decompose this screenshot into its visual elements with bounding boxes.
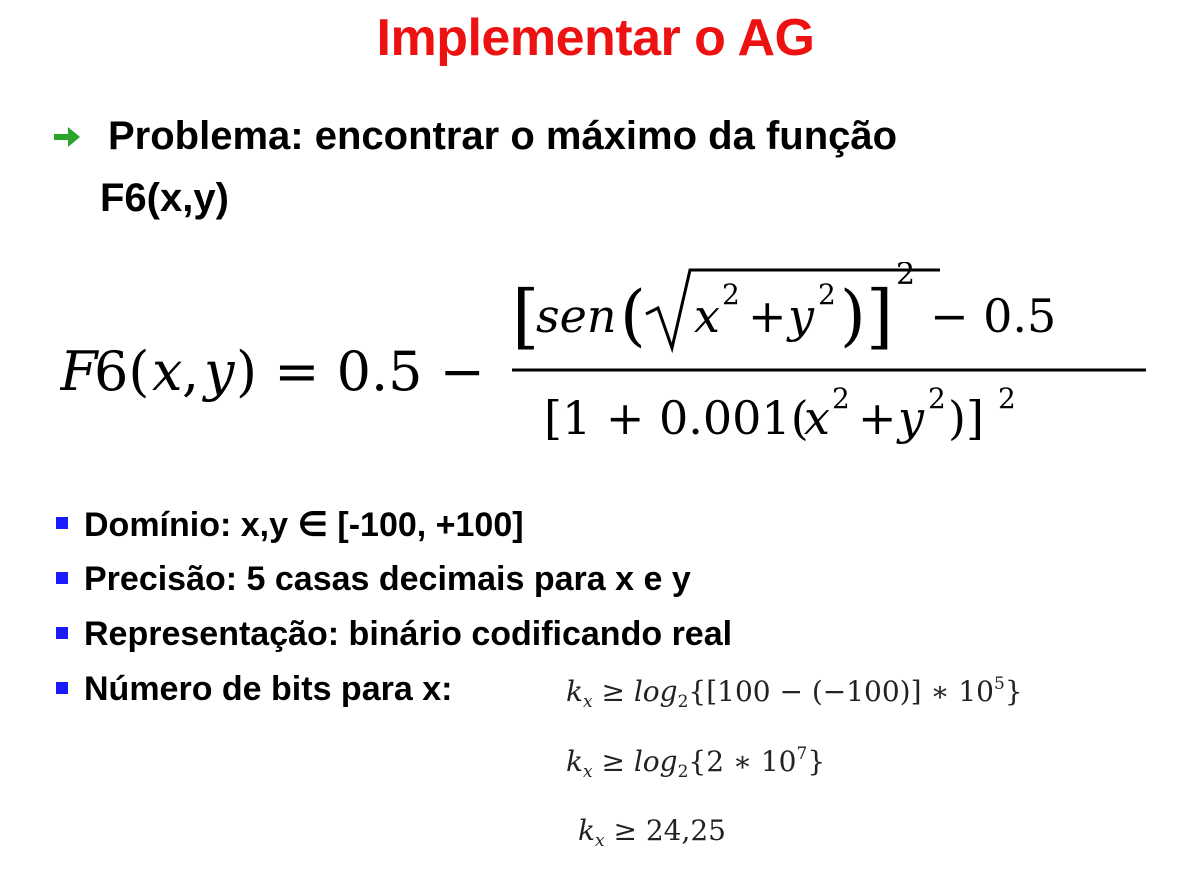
square-bullet-icon bbox=[56, 572, 68, 584]
svg-text:x: x bbox=[152, 340, 183, 403]
slide-title: Implementar o AG bbox=[376, 9, 815, 67]
svg-text:) = 0.5 −: ) = 0.5 − bbox=[236, 340, 485, 403]
svg-text:): ) bbox=[840, 277, 866, 354]
arrow-right-icon bbox=[52, 122, 82, 152]
bits-text: Número de bits para x: bbox=[84, 670, 453, 708]
svg-text:+: + bbox=[858, 391, 897, 445]
bits-equation-2: $k_x \ge \log_2\{2$ ∗ $10^7$} bbox=[566, 744, 826, 782]
precision-text: Precisão: 5 casas decimais para x e y bbox=[84, 560, 691, 598]
problem-function-name: F6(x,y) bbox=[100, 176, 229, 220]
svg-text:2: 2 bbox=[722, 278, 740, 311]
svg-text:[1 + 0.001(: [1 + 0.001( bbox=[544, 391, 809, 445]
svg-text:y: y bbox=[898, 391, 924, 445]
square-bullet-icon bbox=[56, 682, 68, 694]
svg-text:x: x bbox=[694, 289, 720, 343]
bits-equation-1: $k_x \ge \log_2\{[100 - (-100)]$ ∗ $10^5$} bbox=[566, 674, 1023, 712]
f6-formula-image bbox=[60, 262, 1150, 462]
svg-text:6(: 6( bbox=[94, 340, 150, 403]
square-bullet-icon bbox=[56, 517, 68, 529]
problem-statement: Problema: encontrar o máximo da função bbox=[108, 114, 898, 158]
svg-text:2: 2 bbox=[896, 262, 916, 292]
representation-text: Representação: binário codificando real bbox=[84, 615, 733, 653]
svg-text:F: F bbox=[60, 340, 98, 403]
svg-text:]: ] bbox=[866, 275, 894, 357]
svg-text:y: y bbox=[788, 289, 814, 343]
f6-formula bbox=[60, 262, 1150, 462]
svg-text:2: 2 bbox=[998, 382, 1016, 415]
svg-text:2: 2 bbox=[832, 382, 850, 415]
svg-text:+: + bbox=[748, 289, 787, 343]
domain-text: Domínio: x,y ∈ [-100, +100] bbox=[84, 506, 524, 544]
svg-text:2: 2 bbox=[928, 382, 946, 415]
svg-text:sen: sen bbox=[536, 289, 617, 343]
bits-equation-3: $k_x \ge 24,25$ bbox=[578, 814, 726, 851]
svg-text:,: , bbox=[182, 340, 200, 403]
svg-text:− 0.5: − 0.5 bbox=[930, 289, 1057, 343]
svg-text:x: x bbox=[804, 391, 830, 445]
svg-text:(: ( bbox=[620, 277, 646, 354]
svg-text:)]: )] bbox=[948, 391, 984, 445]
svg-text:2: 2 bbox=[818, 278, 836, 311]
svg-text:[: [ bbox=[512, 275, 540, 357]
square-bullet-icon bbox=[56, 627, 68, 639]
svg-text:y: y bbox=[204, 340, 235, 403]
